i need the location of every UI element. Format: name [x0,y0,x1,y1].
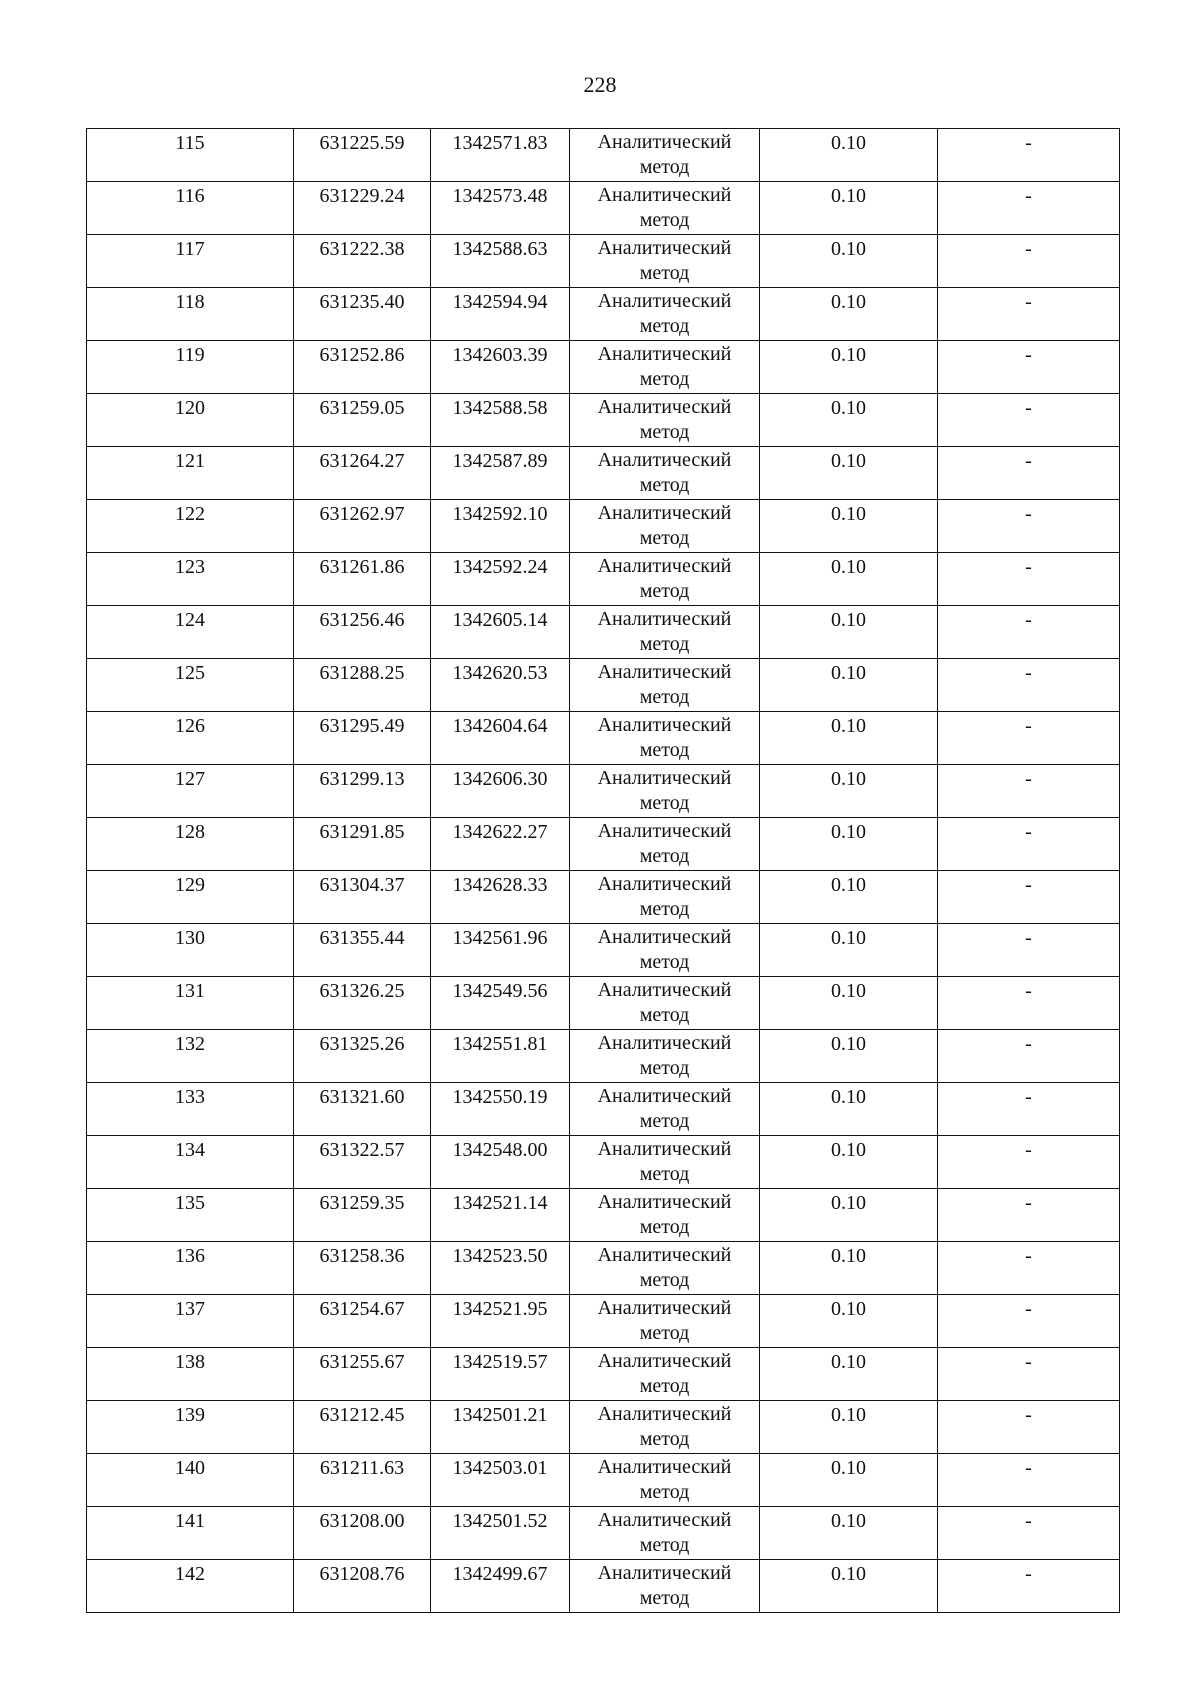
point-number-cell: 134 [87,1136,294,1189]
y-coordinate-cell: 1342628.33 [431,871,570,924]
point-number-cell: 128 [87,818,294,871]
y-coordinate-cell: 1342622.27 [431,818,570,871]
method-cell [570,871,760,924]
y-coordinate-cell: 1342571.83 [431,129,570,182]
table-row [87,500,1120,553]
y-coordinate-cell: 1342548.00 [431,1136,570,1189]
accuracy-cell: 0.10 [760,1136,938,1189]
method-line: метод [639,1110,690,1132]
method-line: метод [639,1057,690,1079]
note-cell: - [938,871,1120,924]
method-cell [570,765,760,818]
point-number-cell: 130 [87,924,294,977]
accuracy-cell: 0.10 [760,1295,938,1348]
method-line: метод [639,845,690,867]
y-coordinate-cell: 1342587.89 [431,447,570,500]
method-line: метод [639,209,690,231]
y-coordinate-cell: 1342499.67 [431,1560,570,1613]
method-line: Аналитический [597,1085,732,1107]
accuracy-cell: 0.10 [760,712,938,765]
note-cell: - [938,1136,1120,1189]
note-cell: - [938,818,1120,871]
method-line: Аналитический [597,290,732,312]
point-number-cell: 123 [87,553,294,606]
method-line: Аналитический [597,873,732,895]
y-coordinate-cell: 1342521.14 [431,1189,570,1242]
method-line: метод [639,1587,690,1609]
method-line: Аналитический [597,1562,732,1584]
method-cell [570,1295,760,1348]
note-cell: - [938,235,1120,288]
accuracy-cell: 0.10 [760,129,938,182]
y-coordinate-cell: 1342605.14 [431,606,570,659]
method-line: Аналитический [597,1032,732,1054]
method-line: метод [639,368,690,390]
point-number-cell: 132 [87,1030,294,1083]
method-line: Аналитический [597,449,732,471]
page-number: 228 [583,72,617,97]
method-line: Аналитический [597,1509,732,1531]
coordinates-table [86,128,1120,1613]
x-coordinate-cell: 631321.60 [294,1083,431,1136]
method-line: метод [639,1004,690,1026]
note-cell: - [938,341,1120,394]
x-coordinate-cell: 631295.49 [294,712,431,765]
table-row [87,235,1120,288]
method-line: Аналитический [597,396,732,418]
y-coordinate-cell: 1342561.96 [431,924,570,977]
note-cell: - [938,765,1120,818]
point-number-cell: 135 [87,1189,294,1242]
method-cell [570,1454,760,1507]
x-coordinate-cell: 631291.85 [294,818,431,871]
x-coordinate-cell: 631355.44 [294,924,431,977]
accuracy-cell: 0.10 [760,1507,938,1560]
method-line: Аналитический [597,661,732,683]
method-line: метод [639,315,690,337]
method-cell [570,447,760,500]
method-line: метод [639,686,690,708]
table-row [87,1401,1120,1454]
note-cell: - [938,712,1120,765]
x-coordinate-cell: 631235.40 [294,288,431,341]
method-line: метод [639,156,690,178]
method-cell [570,394,760,447]
x-coordinate-cell: 631255.67 [294,1348,431,1401]
method-line: метод [639,262,690,284]
x-coordinate-cell: 631258.36 [294,1242,431,1295]
method-line: Аналитический [597,820,732,842]
note-cell: - [938,288,1120,341]
method-line: Аналитический [597,1297,732,1319]
accuracy-cell: 0.10 [760,1401,938,1454]
point-number-cell: 127 [87,765,294,818]
y-coordinate-cell: 1342501.21 [431,1401,570,1454]
point-number-cell: 121 [87,447,294,500]
note-cell: - [938,129,1120,182]
accuracy-cell: 0.10 [760,182,938,235]
method-line: метод [639,898,690,920]
y-coordinate-cell: 1342521.95 [431,1295,570,1348]
point-number-cell: 119 [87,341,294,394]
accuracy-cell: 0.10 [760,924,938,977]
method-line: Аналитический [597,1191,732,1213]
x-coordinate-cell: 631211.63 [294,1454,431,1507]
y-coordinate-cell: 1342550.19 [431,1083,570,1136]
note-cell: - [938,659,1120,712]
y-coordinate-cell: 1342523.50 [431,1242,570,1295]
table-row [87,659,1120,712]
note-cell: - [938,1401,1120,1454]
method-cell [570,659,760,712]
accuracy-cell: 0.10 [760,871,938,924]
x-coordinate-cell: 631288.25 [294,659,431,712]
method-line: метод [639,1428,690,1450]
table-row [87,1030,1120,1083]
y-coordinate-cell: 1342573.48 [431,182,570,235]
x-coordinate-cell: 631262.97 [294,500,431,553]
accuracy-cell: 0.10 [760,447,938,500]
table-row [87,553,1120,606]
y-coordinate-cell: 1342606.30 [431,765,570,818]
point-number-cell: 124 [87,606,294,659]
method-line: Аналитический [597,343,732,365]
table-row [87,447,1120,500]
point-number-cell: 122 [87,500,294,553]
table-row [87,1136,1120,1189]
method-line: метод [639,1534,690,1556]
method-cell [570,818,760,871]
accuracy-cell: 0.10 [760,1454,938,1507]
accuracy-cell: 0.10 [760,606,938,659]
method-cell [570,500,760,553]
note-cell: - [938,924,1120,977]
point-number-cell: 137 [87,1295,294,1348]
accuracy-cell: 0.10 [760,394,938,447]
method-line: метод [639,633,690,655]
point-number-cell: 120 [87,394,294,447]
method-line: метод [639,1481,690,1503]
table-row [87,765,1120,818]
method-line: Аналитический [597,926,732,948]
y-coordinate-cell: 1342620.53 [431,659,570,712]
accuracy-cell: 0.10 [760,977,938,1030]
table-row [87,977,1120,1030]
method-line: Аналитический [597,608,732,630]
note-cell: - [938,553,1120,606]
note-cell: - [938,606,1120,659]
y-coordinate-cell: 1342588.63 [431,235,570,288]
x-coordinate-cell: 631208.76 [294,1560,431,1613]
table-row [87,1083,1120,1136]
accuracy-cell: 0.10 [760,1083,938,1136]
x-coordinate-cell: 631225.59 [294,129,431,182]
y-coordinate-cell: 1342588.58 [431,394,570,447]
y-coordinate-cell: 1342503.01 [431,1454,570,1507]
note-cell: - [938,447,1120,500]
accuracy-cell: 0.10 [760,500,938,553]
note-cell: - [938,500,1120,553]
x-coordinate-cell: 631256.46 [294,606,431,659]
point-number-cell: 136 [87,1242,294,1295]
note-cell: - [938,1454,1120,1507]
y-coordinate-cell: 1342501.52 [431,1507,570,1560]
method-line: Аналитический [597,1456,732,1478]
x-coordinate-cell: 631259.35 [294,1189,431,1242]
method-line: метод [639,739,690,761]
table-row [87,1507,1120,1560]
table-row [87,394,1120,447]
method-cell [570,288,760,341]
method-line: Аналитический [597,1138,732,1160]
note-cell: - [938,1189,1120,1242]
method-cell [570,924,760,977]
x-coordinate-cell: 631254.67 [294,1295,431,1348]
table-row [87,1189,1120,1242]
accuracy-cell: 0.10 [760,1030,938,1083]
y-coordinate-cell: 1342603.39 [431,341,570,394]
point-number-cell: 117 [87,235,294,288]
x-coordinate-cell: 631322.57 [294,1136,431,1189]
method-line: метод [639,1163,690,1185]
y-coordinate-cell: 1342551.81 [431,1030,570,1083]
note-cell: - [938,1507,1120,1560]
method-line: Аналитический [597,555,732,577]
method-line: Аналитический [597,237,732,259]
table-row [87,818,1120,871]
y-coordinate-cell: 1342592.10 [431,500,570,553]
method-line: Аналитический [597,184,732,206]
method-cell [570,1560,760,1613]
point-number-cell: 141 [87,1507,294,1560]
point-number-cell: 140 [87,1454,294,1507]
method-line: Аналитический [597,1244,732,1266]
table-row [87,182,1120,235]
point-number-cell: 133 [87,1083,294,1136]
x-coordinate-cell: 631229.24 [294,182,431,235]
note-cell: - [938,394,1120,447]
table-row [87,871,1120,924]
method-cell [570,1507,760,1560]
point-number-cell: 126 [87,712,294,765]
x-coordinate-cell: 631252.86 [294,341,431,394]
method-cell [570,977,760,1030]
x-coordinate-cell: 631264.27 [294,447,431,500]
y-coordinate-cell: 1342519.57 [431,1348,570,1401]
point-number-cell: 142 [87,1560,294,1613]
method-line: метод [639,474,690,496]
note-cell: - [938,1030,1120,1083]
accuracy-cell: 0.10 [760,1242,938,1295]
method-line: метод [639,1322,690,1344]
note-cell: - [938,977,1120,1030]
point-number-cell: 139 [87,1401,294,1454]
x-coordinate-cell: 631212.45 [294,1401,431,1454]
table-row [87,712,1120,765]
note-cell: - [938,1083,1120,1136]
table-row [87,1295,1120,1348]
note-cell: - [938,1560,1120,1613]
method-line: Аналитический [597,1350,732,1372]
method-line: Аналитический [597,979,732,1001]
y-coordinate-cell: 1342592.24 [431,553,570,606]
table-row [87,1560,1120,1613]
method-cell [570,1189,760,1242]
table-row [87,288,1120,341]
method-line: Аналитический [597,714,732,736]
note-cell: - [938,1242,1120,1295]
coordinates-table-body [87,129,1120,1613]
method-cell [570,553,760,606]
x-coordinate-cell: 631325.26 [294,1030,431,1083]
method-line: метод [639,792,690,814]
accuracy-cell: 0.10 [760,659,938,712]
y-coordinate-cell: 1342594.94 [431,288,570,341]
point-number-cell: 125 [87,659,294,712]
method-line: Аналитический [597,767,732,789]
point-number-cell: 115 [87,129,294,182]
x-coordinate-cell: 631222.38 [294,235,431,288]
method-line: метод [639,421,690,443]
table-row [87,129,1120,182]
table-row [87,1242,1120,1295]
x-coordinate-cell: 631326.25 [294,977,431,1030]
x-coordinate-cell: 631299.13 [294,765,431,818]
accuracy-cell: 0.10 [760,288,938,341]
method-line: Аналитический [597,502,732,524]
method-line: Аналитический [597,1403,732,1425]
point-number-cell: 118 [87,288,294,341]
table-row [87,606,1120,659]
method-line: метод [639,1375,690,1397]
x-coordinate-cell: 631304.37 [294,871,431,924]
method-line: метод [639,580,690,602]
accuracy-cell: 0.10 [760,553,938,606]
method-cell [570,712,760,765]
table-row [87,1348,1120,1401]
method-cell [570,1348,760,1401]
method-line: метод [639,527,690,549]
point-number-cell: 138 [87,1348,294,1401]
method-cell [570,341,760,394]
method-cell [570,1136,760,1189]
method-cell [570,235,760,288]
point-number-cell: 131 [87,977,294,1030]
accuracy-cell: 0.10 [760,235,938,288]
method-line: Аналитический [597,131,732,153]
point-number-cell: 116 [87,182,294,235]
x-coordinate-cell: 631208.00 [294,1507,431,1560]
accuracy-cell: 0.10 [760,765,938,818]
table-row [87,1454,1120,1507]
method-line: метод [639,1216,690,1238]
x-coordinate-cell: 631261.86 [294,553,431,606]
y-coordinate-cell: 1342549.56 [431,977,570,1030]
note-cell: - [938,1295,1120,1348]
method-line: метод [639,951,690,973]
accuracy-cell: 0.10 [760,818,938,871]
table-row [87,924,1120,977]
accuracy-cell: 0.10 [760,1348,938,1401]
table-row [87,341,1120,394]
method-cell [570,1401,760,1454]
method-cell [570,1030,760,1083]
point-number-cell: 129 [87,871,294,924]
y-coordinate-cell: 1342604.64 [431,712,570,765]
x-coordinate-cell: 631259.05 [294,394,431,447]
accuracy-cell: 0.10 [760,341,938,394]
accuracy-cell: 0.10 [760,1560,938,1613]
method-cell [570,182,760,235]
method-cell [570,606,760,659]
note-cell: - [938,182,1120,235]
method-cell [570,1083,760,1136]
method-cell [570,1242,760,1295]
note-cell: - [938,1348,1120,1401]
method-line: метод [639,1269,690,1291]
method-cell [570,129,760,182]
accuracy-cell: 0.10 [760,1189,938,1242]
